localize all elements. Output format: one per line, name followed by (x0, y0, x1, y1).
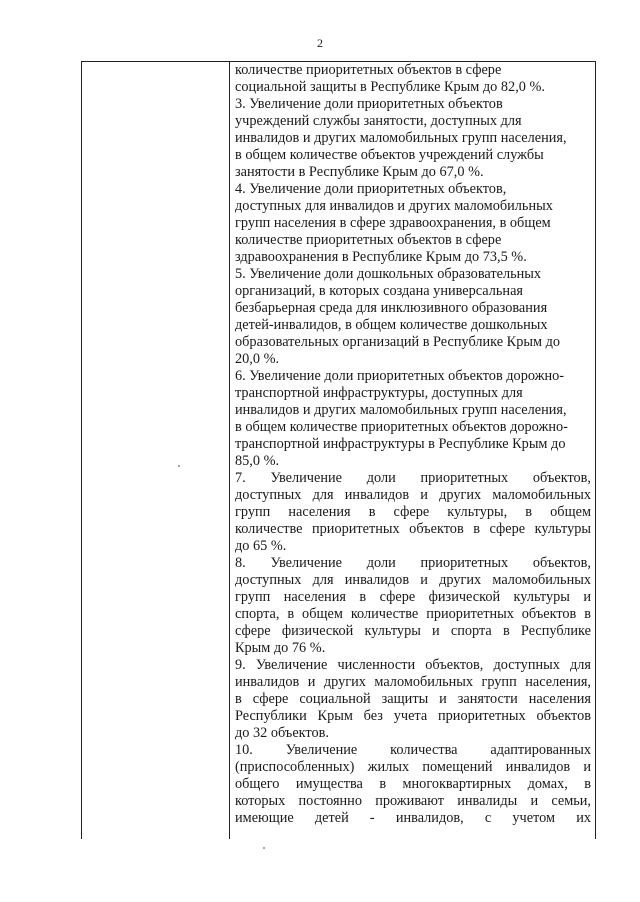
text-line: занятости в Республике Крым до 67,0 %. (235, 164, 484, 180)
text-line: в общем количестве приоритетных объектов дорожно- (235, 419, 568, 435)
text-line: в сфере социальной защиты и занятости населения (235, 691, 591, 707)
text-line: которых постоянно проживают инвалиды и семьи, (235, 793, 591, 809)
text-line: доступных для инвалидов и других маломобильных (235, 198, 553, 214)
text-line: групп населения в сфере физической культуры и (235, 589, 591, 605)
text-line: инвалидов и других маломобильных групп населения, (235, 674, 591, 690)
table-left-column (82, 62, 230, 839)
text-line: 85,0 %. (235, 453, 280, 469)
text-line: безбарьерная среда для инклюзивного образования (235, 300, 548, 316)
text-line: до 32 объектов. (235, 725, 329, 741)
text-line: групп населения в сфере культуры, в общем (235, 504, 591, 520)
text-line: групп населения в сфере здравоохранения, в общем (235, 215, 551, 231)
text-line: 4. Увеличение доли приоритетных объектов, (235, 181, 507, 197)
text-line: общего имущества в многоквартирных домах, в (235, 776, 591, 792)
text-line: детей-инвалидов, в общем количестве дошкольных (235, 317, 548, 333)
text-line: организаций, в которых создана универсальная (235, 283, 523, 299)
text-line: имеющие детей - инвалидов, с учетом их (235, 810, 591, 826)
text-line: Республики Крым без учета приоритетных объектов (235, 708, 591, 724)
text-line: до 65 %. (235, 538, 287, 554)
text-line: социальной защиты в Республике Крым до 82,0 %. (235, 79, 545, 95)
text-line: здравоохранения в Республике Крым до 73,5 %. (235, 249, 527, 265)
text-line: (приспособленных) жилых помещений инвалидов и (235, 759, 591, 775)
text-line: 8. Увеличение доли приоритетных объектов, (235, 555, 591, 571)
text-line: сфере физической культуры и спорта в Республике (235, 623, 591, 639)
table-right-column (230, 62, 595, 839)
text-line: учреждений службы занятости, доступных для (235, 113, 522, 129)
text-line: доступных для инвалидов и других маломобильных (235, 572, 591, 588)
program-table (81, 61, 596, 839)
text-line: инвалидов и других маломобильных групп населения, (235, 402, 567, 418)
text-line: 7. Увеличение доли приоритетных объектов, (235, 470, 591, 486)
text-line: 10. Увеличение количества адаптированных (235, 742, 591, 758)
text-line: 20,0 %. (235, 351, 280, 367)
text-line: 9. Увеличение численности объектов, доступных для (235, 657, 591, 673)
text-line: 3. Увеличение доли приоритетных объектов (235, 96, 503, 112)
text-line: количестве приоритетных объектов в сфере культуры (235, 521, 591, 537)
text-line: количестве приоритетных объектов в сфере (235, 62, 502, 78)
text-line: транспортной инфраструктуры в Республике Крым до (235, 436, 566, 452)
text-line: транспортной инфраструктуры, доступных для (235, 385, 523, 401)
scan-speck (178, 465, 180, 467)
text-line: 5. Увеличение доли дошкольных образовательных (235, 266, 542, 282)
text-line: образовательных организаций в Республике Крым до (235, 334, 561, 350)
text-line: 6. Увеличение доли приоритетных объектов дорожно- (235, 368, 565, 384)
text-line: спорта, в общем количестве приоритетных объектов в (235, 606, 591, 622)
text-line: доступных для инвалидов и других маломобильных (235, 487, 591, 503)
text-line: в общем количестве объектов учреждений службы (235, 147, 544, 163)
scan-speck (263, 847, 265, 849)
text-line: инвалидов и других маломобильных групп населения, (235, 130, 567, 146)
text-line: Крым до 76 %. (235, 640, 326, 656)
page-number: 2 (317, 36, 323, 50)
text-line: количестве приоритетных объектов в сфере (235, 232, 502, 248)
